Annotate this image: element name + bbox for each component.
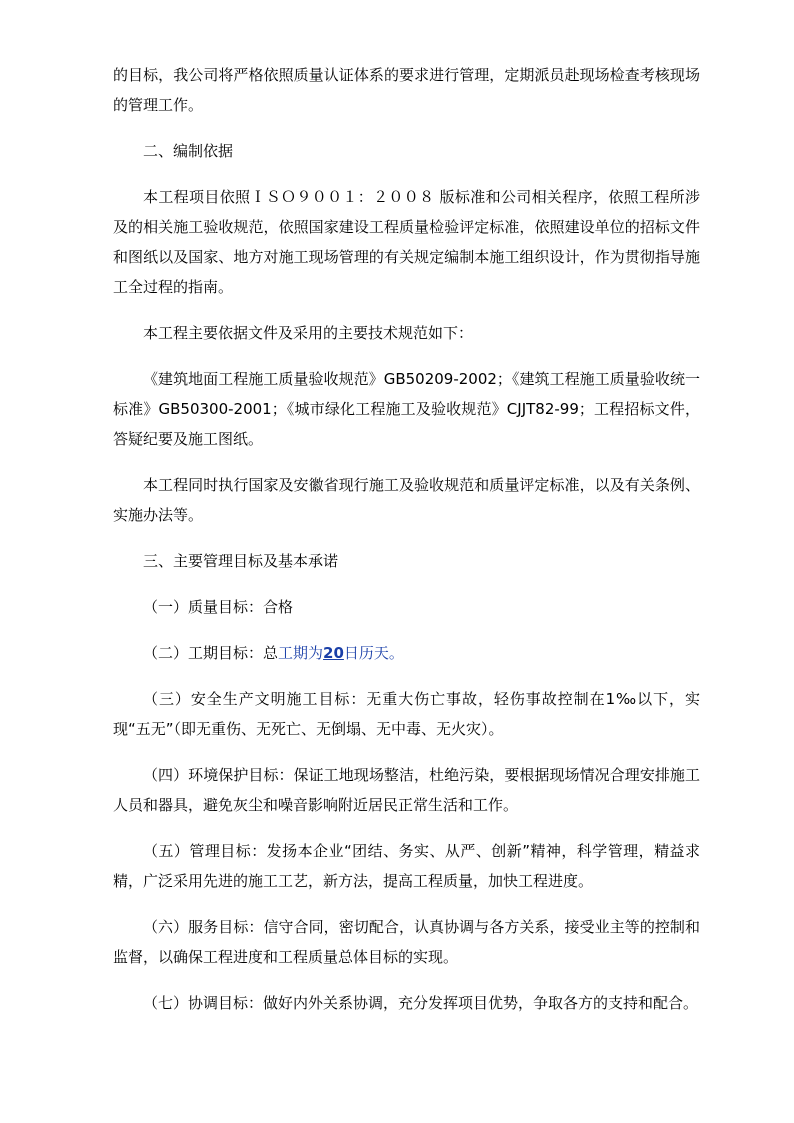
goal-schedule-blue-suffix: 日历天。 (343, 644, 404, 662)
paragraph-main-basis-intro: 本工程主要依据文件及采用的主要技术规范如下： (143, 324, 474, 342)
paragraph-compilation-basis: 本工程项目依照ＩＳＯ９００１：２００８ 版标准和公司相关程序，依照工程所涉及的相关施工验收规范，依照国家建设工程质量检验评定标准，依照建设单位的招标文件和图纸以及国家、地方对施工现场管理的有关规定编制本施工组织设计，作为贯彻指导施工全过程的指南。 (113, 188, 700, 296)
goal-service: （六）服务目标：信守合同，密切配合，认真协调与各方关系，接受业主等的控制和监督，以确保工程进度和工程质量总体目标的实现。 (113, 918, 700, 966)
goal-schedule (113, 638, 700, 668)
goal-schedule-blue-text: 工期为 (278, 644, 324, 662)
paragraph-technical-standards: 《建筑地面工程施工质量验收规范》GB50209-2002；《建筑工程施工质量验收统一标准》GB50300-2001；《城市绿化工程施工及验收规范》CJJT82-99；工程招标文件，答疑纪要及施工图纸。 (113, 370, 700, 448)
section-heading-compilation-basis: 二、编制依据 (143, 142, 234, 160)
paragraph-intro-continuation: 的目标，我公司将严格依照质量认证体系的要求进行管理，定期派员赴现场检查考核现场的管理工作。 (113, 66, 700, 114)
document-page (113, 60, 700, 1034)
section-heading-management-goals: 三、主要管理目标及基本承诺 (143, 552, 339, 570)
goal-schedule-prefix: （二）工期目标：总 (143, 644, 279, 662)
goal-coordination: （七）协调目标：做好内外关系协调，充分发挥项目优势，争取各方的支持和配合。 (143, 994, 699, 1012)
goal-schedule-days-number: 20 (323, 644, 344, 662)
goal-management: （五）管理目标：发扬本企业“团结、务实、从严、创新”精神，科学管理，精益求精，广泛采用先进的施工工艺，新方法，提高工程质量，加快工程进度。 (113, 842, 700, 890)
goal-safety: （三）安全生产文明施工目标：无重大伤亡事故，轻伤事故控制在1‰以下，实现“五无”（即无重伤、无死亡、无倒塌、无中毒、无火灾）。 (113, 690, 700, 738)
goal-quality: （一）质量目标：合格 (143, 598, 294, 616)
paragraph-regulations: 本工程同时执行国家及安徽省现行施工及验收规范和质量评定标准，以及有关条例、实施办法等。 (113, 476, 700, 524)
goal-environment: （四）环境保护目标：保证工地现场整洁，杜绝污染，要根据现场情况合理安排施工人员和器具，避免灰尘和噪音影响附近居民正常生活和工作。 (113, 766, 700, 814)
